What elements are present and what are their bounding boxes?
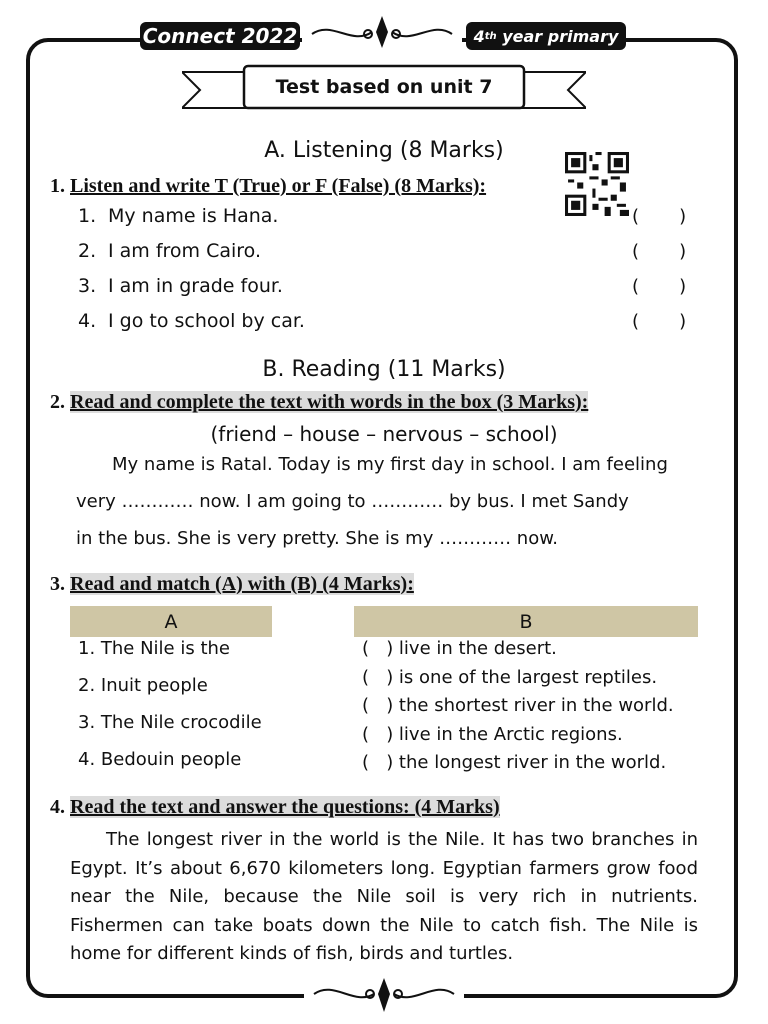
listening-section-title: A. Listening (8 Marks) — [264, 138, 504, 163]
tf-item-3: 3. I am in grade four. — [78, 275, 283, 297]
answer-blank-4[interactable]: ( ) — [632, 311, 687, 332]
tf-item-1: 1. My name is Hana. — [78, 205, 279, 227]
answer-blank-1[interactable]: ( ) — [632, 206, 687, 227]
word-box: (friend – house – nervous – school) — [210, 422, 558, 446]
question-1-heading: 1. Listen and write T (True) or F (False) (8 Marks): — [50, 175, 487, 197]
bottom-ornament-icon — [304, 974, 464, 1018]
match-a-item-1: 1. The Nile is the — [78, 638, 230, 659]
page-title: Test based on unit 7 — [275, 76, 493, 98]
year-tag: 4 th year primary — [466, 22, 626, 50]
q4-reading-text: The longest river in the world is the Nile. It has two branches in Egypt. It’s about 6,670 kilometers long. Egyptian farmers grow food near the Nile, because the Nile soil is very rich in nutrients. Fishermen can take boats down the Nile to catch fish. The Nile is home for different kinds of fish, birds and turtles. — [70, 829, 698, 964]
match-a-item-3: 3. The Nile crocodile — [78, 712, 262, 733]
match-b-item-3[interactable]: ( ) the shortest river in the world. — [362, 695, 674, 716]
q2-line-2: very ………… now. I am going to ………… by bus. I met Sandy — [76, 491, 629, 512]
connect-tag: Connect 2022 — [140, 22, 300, 50]
answer-blank-3[interactable]: ( ) — [632, 276, 687, 297]
tf-item-4: 4. I go to school by car. — [78, 310, 305, 332]
answer-blank-2[interactable]: ( ) — [632, 241, 687, 262]
question-4-heading: 4. Read the text and answer the questions: (4 Marks) — [50, 796, 500, 818]
match-b-item-4[interactable]: ( ) live in the Arctic regions. — [362, 724, 623, 745]
question-2-heading: 2. Read and complete the text with words in the box (3 Marks): — [50, 391, 589, 413]
match-b-item-2[interactable]: ( ) is one of the largest reptiles. — [362, 667, 658, 688]
column-a-header: A — [70, 606, 272, 637]
top-ornament-icon — [302, 12, 462, 52]
tf-item-2: 2. I am from Cairo. — [78, 240, 262, 262]
column-b-header: B — [354, 606, 698, 637]
qr-code-icon — [564, 152, 630, 216]
match-b-item-1[interactable]: ( ) live in the desert. — [362, 638, 557, 659]
match-a-item-4: 4. Bedouin people — [78, 749, 242, 770]
question-3-heading: 3. Read and match (A) with (B) (4 Marks): — [50, 573, 414, 595]
q2-line-3: in the bus. She is very pretty. She is my ………… now. — [76, 528, 559, 549]
q2-line-1: My name is Ratal. Today is my first day in school. I am feeling — [112, 454, 668, 475]
match-a-item-2: 2. Inuit people — [78, 675, 208, 696]
reading-section-title: B. Reading (11 Marks) — [262, 357, 506, 382]
match-b-item-5[interactable]: ( ) the longest river in the world. — [362, 752, 667, 773]
